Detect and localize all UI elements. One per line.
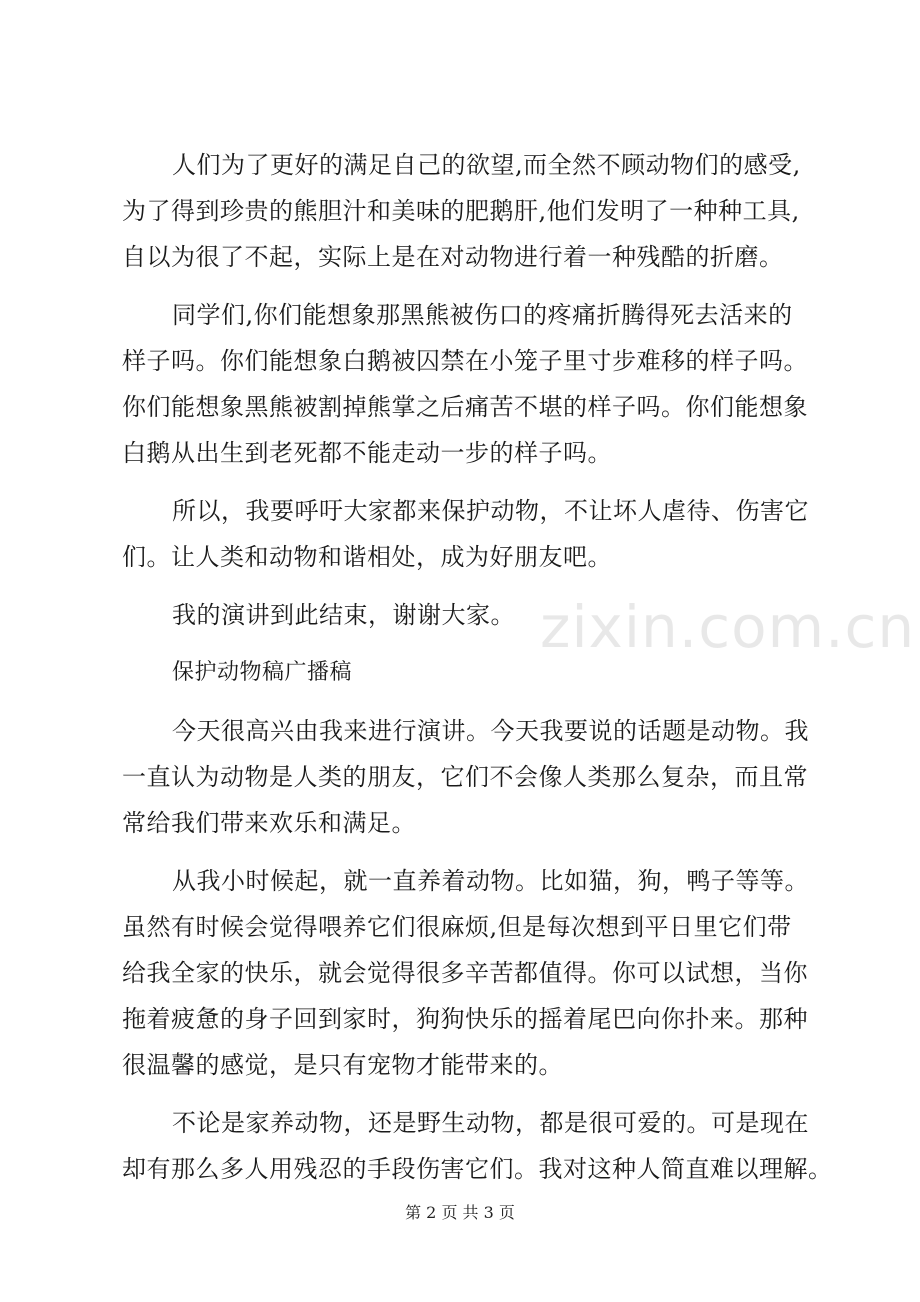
text-line: 我的演讲到此结束，谢谢大家。 [172,601,515,629]
text-line: 却有那么多人用残忍的手段伤害它们。我对这种人简直难以理解。 [122,1155,833,1183]
text-line: 今天很高兴由我来进行演讲。今天我要说的话题是动物。我 [172,717,809,745]
text-line: 所以，我要呼吁大家都来保护动物，不让坏人虐待、伤害它 [172,497,809,525]
page-number: 第 2 页 共 3 页 [405,1203,515,1222]
text-line: 白鹅从出生到老死都不能走动一步的样子吗。 [122,439,612,467]
paragraph [122,1100,842,1192]
text-line: 你们能想象黑熊被割掉熊掌之后痛苦不堪的样子吗。你们能想象 [122,393,808,421]
text-line: 很温馨的感觉，是只有宠物才能带来的。 [122,1051,563,1079]
text-line: 样子吗。你们能想象白鹅被囚禁在小笼子里寸步难移的样子吗。 [122,347,808,375]
text-line: 人们为了更好的满足自己的欲望,而全然不顾动物们的感受, [172,151,801,179]
text-line: 给我全家的快乐，就会觉得很多辛苦都值得。你可以试想，当你 [122,959,808,987]
text-line: 从我小时候起，就一直养着动物。比如猫，狗，鸭子等等。 [172,867,809,895]
page-footer [0,1200,920,1223]
document-body [122,142,842,1192]
heading-text: 保护动物稿广播稿 [172,660,353,685]
text-line: 同学们,你们能想象那黑熊被伤口的疼痛折腾得死去活来的 [172,301,793,329]
paragraph [122,292,842,476]
text-line: 常给我们带来欢乐和满足。 [122,809,416,837]
text-line: 拖着疲惫的身子回到家时，狗狗快乐的摇着尾巴向你扑来。那种 [122,1005,808,1033]
text-line: 不论是家养动物，还是野生动物，都是很可爱的。可是现在 [172,1109,809,1137]
watermark: zixin.com.cn [540,593,916,661]
text-line: 虽然有时候会觉得喂养它们很麻烦,但是每次想到平日里它们带 [122,913,792,941]
paragraph [122,142,842,280]
paragraph [122,708,842,846]
text-line: 自以为很了不起，实际上是在对动物进行着一种残酷的折磨。 [122,243,784,271]
paragraph [122,488,842,580]
text-line: 一直认为动物是人类的朋友，它们不会像人类那么复杂，而且常 [122,763,808,791]
paragraph [122,858,842,1088]
text-line: 为了得到珍贵的熊胆汁和美味的肥鹅肝,他们发明了一种种工具, [122,197,800,225]
text-line: 们。让人类和动物和谐相处，成为好朋友吧。 [122,543,612,571]
